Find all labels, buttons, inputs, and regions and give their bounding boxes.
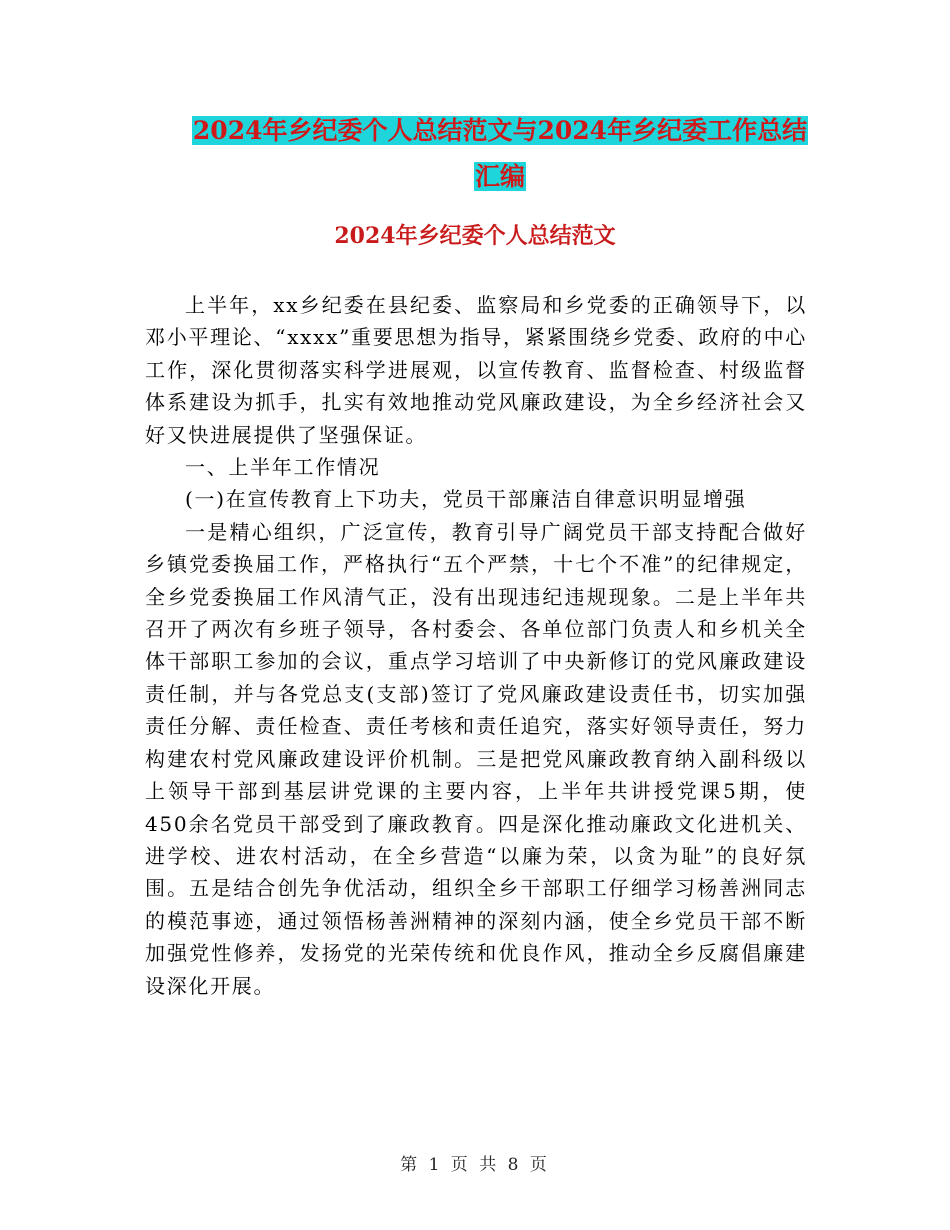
page-footer: 第 1 页 共 8 页 (400, 1155, 550, 1175)
section-title: 2024年乡纪委个人总结范文 (334, 223, 616, 249)
title-line-1: 2024年乡纪委个人总结范文与2024年乡纪委工作总结 (192, 116, 808, 145)
paragraph-subheading-1: (一)在宣传教育上下功夫，党员干部廉洁自律意识明显增强 (185, 487, 747, 512)
title-line-2: 汇编 (474, 162, 525, 191)
paragraph-body-1: 一是精心组织，广泛宣传，教育引导广阔党员干部支持配合做好乡镇党委换届工作，严格执行“五个严禁，十七个不准”的纪律规定，全乡党委换届工作风清气正，没有出现违纪违规现象。二是上半年共召开了两次有乡班子领导，各村委会、各单位部门负责人和乡机关全体干部职工参加的会议，重点学习培训了中央新修订的党风廉政建设责任制，并与各党总支(支部)签订了党风廉政建设责任书，切实加强责任分解、责任检查、责任考核和责任追究，落实好领导责任，努力构建农村党风廉政建设评价机制。三是把党风廉政教育纳入副科级以上领导干部到基层讲党课的主要内容，上半年共讲授党课5期，使450余名党员干部受到了廉政教育。四是深化推动廉政文化进机关、进学校、进农村活动，在全乡营造“以廉为荣，以贪为耻”的良好氛围。五是结合创先争优活动，组织全乡干部职工仔细学习杨善洲同志的模范事迹，通过领悟杨善洲精神的深刻内涵，使全乡党员干部不断加强党性修养，发扬党的光荣传统和优良作风，推动全乡反腐倡廉建设深化开展。 (145, 519, 807, 998)
paragraph-intro: 上半年，xx乡纪委在县纪委、监察局和乡党委的正确领导下，以邓小平理论、“xxxx”重要思想为指导，紧紧围绕乡党委、政府的中心工作，深化贯彻落实科学进展观，以宣传教育、监督检查、村级监督体系建设为抓手，扎实有效地推动党风廉政建设，为全乡经济社会又好又快进展提供了坚强保证。 (145, 293, 807, 447)
document-title (140, 108, 860, 200)
document-body (145, 289, 807, 1002)
paragraph-heading-1: 一、上半年工作情况 (185, 455, 381, 480)
